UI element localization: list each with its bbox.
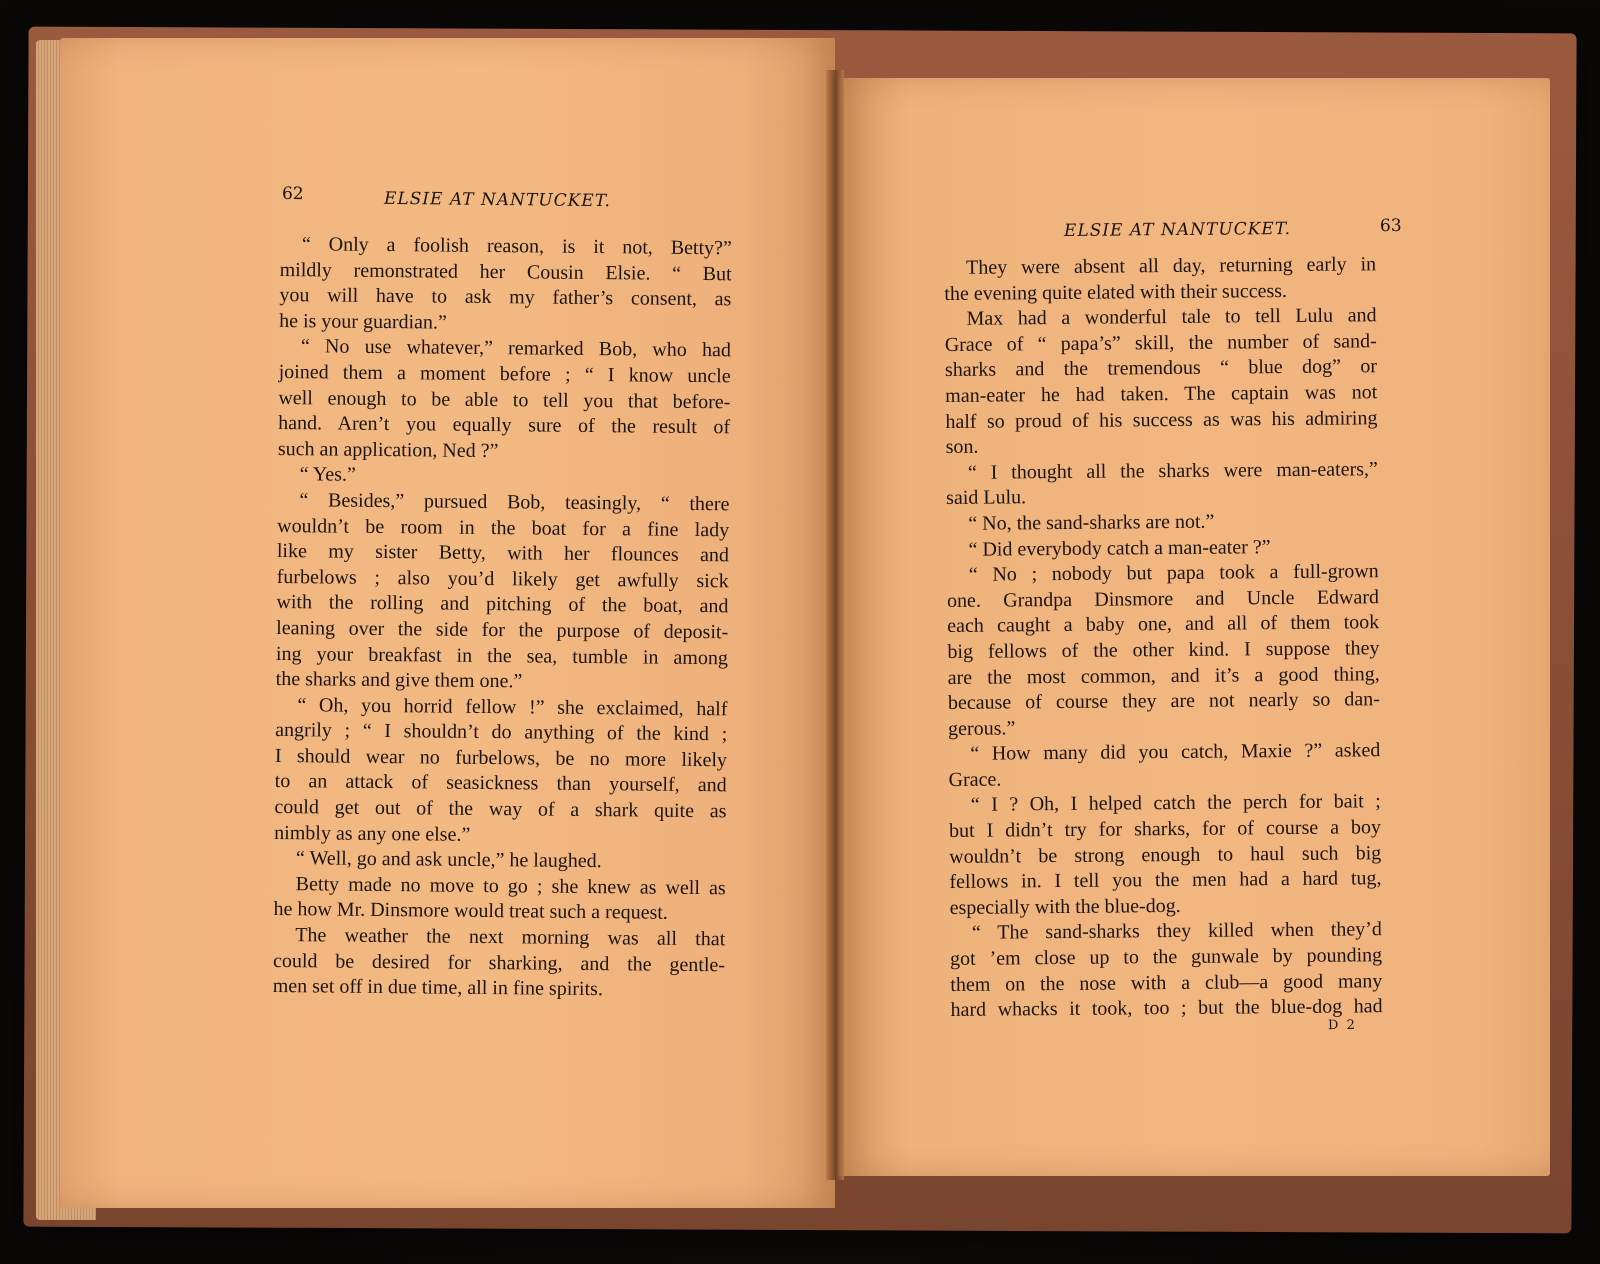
text-line: The weather the next morning was all that: [295, 924, 726, 951]
text-line: could be desired for sharking, and the gentle-: [272, 949, 726, 976]
text-line: the sharks and give them one.”: [275, 668, 523, 693]
text-line: you will have to ask my father’s consent, as: [279, 284, 732, 311]
text-line: fellows in. I tell you the men had a hard tug,: [949, 867, 1382, 894]
text-line: “ Oh, you horrid fellow !” she exclaimed, half: [297, 693, 728, 721]
text-line: nimbly as any one else.”: [274, 821, 471, 846]
text-line: well enough to be able to tell you that before-: [278, 386, 731, 413]
text-line: “ Besides,” pursued Bob, teasingly, “ there: [299, 489, 730, 516]
text-line: man-eater he had taken. The captain was not: [945, 381, 1378, 407]
text-line: “ No use whatever,” remarked Bob, who had: [300, 335, 731, 362]
text-line: joined them a moment before ; “ I know uncle: [278, 360, 731, 388]
text-line: angrily ; “ I shouldn’t do anything of the kind ;: [275, 719, 728, 746]
left-page-text: [273, 232, 732, 1004]
text-line: half so proud of his success as was his admiring: [945, 406, 1378, 433]
right-page-text: [944, 252, 1383, 1024]
text-line: mildly remonstrated her Cousin Elsie. “ But: [279, 258, 732, 285]
text-line: the evening quite elated with their success.: [944, 279, 1288, 305]
text-line: “ Well, go and ask uncle,” he laughed.: [295, 847, 602, 873]
text-line: sharks and the tremendous “ blue dog” or: [944, 355, 1378, 382]
text-line: but I didn’t try for sharks, for of course a boy: [948, 816, 1382, 843]
text-line: each caught a baby one, and all of them took: [947, 611, 1380, 638]
text-line: with the rolling and pitching of the boat, and: [276, 591, 729, 618]
text-line: furbelows ; also you’d likely get awfully sick: [276, 565, 729, 593]
left-page-number: 62: [281, 183, 304, 205]
text-line: he is your guardian.”: [279, 309, 447, 334]
text-line: such an application, Ned ?”: [277, 437, 499, 462]
text-line: leaning over the side for the purpose of deposit-: [276, 616, 729, 644]
text-line: They were absent all day, returning early in: [966, 253, 1377, 279]
text-line: son.: [945, 435, 979, 459]
right-running-title: ELSIE AT NANTUCKET.: [1063, 219, 1292, 241]
text-line: wouldn’t be strong enough to haul such big: [949, 841, 1382, 868]
text-line: “ Only a foolish reason, is it not, Betty?”: [301, 233, 732, 260]
text-line: hard whacks it took, too ; but the blue-dog had: [950, 995, 1383, 1022]
text-line: “ How many did you catch, Maxie ?” asked: [970, 739, 1381, 766]
text-line: hand. Aren’t you equally sure of the result of: [278, 412, 731, 439]
text-line: ing your breakfast in the sea, tumble in among: [275, 642, 729, 669]
text-line: men set off in due time, all in fine spirits.: [272, 975, 603, 1001]
text-line: Max had a wonderful tale to tell Lulu and: [966, 304, 1377, 330]
text-line: got ’em close up to the gunwale by pounding: [950, 944, 1383, 971]
text-line: said Lulu.: [946, 486, 1027, 510]
text-line: Grace.: [948, 768, 1002, 791]
text-line: he how Mr. Dinsmore would treat such a request.: [273, 898, 668, 925]
text-line: Betty made no move to go ; she knew as well as: [295, 873, 726, 900]
text-line: especially with the blue-dog.: [949, 894, 1181, 919]
text-line: “ No, the sand-sharks are not.”: [968, 510, 1215, 535]
text-line: one. Grandpa Dinsmore and Uncle Edward: [946, 585, 1380, 612]
text-line: “ I ? Oh, I helped catch the perch for bait ;: [970, 790, 1381, 817]
text-line: big fellows of the other kind. I suppose they: [947, 637, 1380, 663]
text-line: could get out of the way of a shark quite as: [274, 796, 727, 823]
book-gutter: [826, 70, 844, 1180]
text-line: “ I thought all the sharks were man-eaters,”: [967, 457, 1378, 484]
text-line: “ The sand-sharks they killed when they’d: [971, 918, 1382, 945]
text-line: “ No ; nobody but papa took a full-grown: [968, 560, 1379, 586]
text-line: to an attack of seasickness than yourself, and: [274, 770, 727, 797]
text-line: because of course they are not nearly so dan-: [947, 688, 1380, 715]
right-page-number: 63: [1379, 215, 1402, 237]
text-line: are the most common, and it’s a good thing,: [947, 662, 1380, 689]
text-line: “ Yes.”: [299, 463, 356, 487]
text-line: Grace of “ papa’s” skill, the number of sand-: [944, 330, 1377, 356]
text-line: like my sister Betty, with her flounces and: [276, 540, 730, 567]
left-running-title: ELSIE AT NANTUCKET.: [383, 188, 612, 212]
text-line: gerous.”: [948, 717, 1016, 740]
text-line: I should wear no furbelows, be no more likely: [274, 744, 728, 772]
text-line: wouldn’t be room in the boat for a fine lady: [277, 514, 730, 541]
text-line: “ Did everybody catch a man-eater ?”: [968, 535, 1271, 561]
text-line: them on the nose with a club—a good many: [950, 969, 1383, 996]
signature-mark: D 2: [1327, 1017, 1357, 1034]
